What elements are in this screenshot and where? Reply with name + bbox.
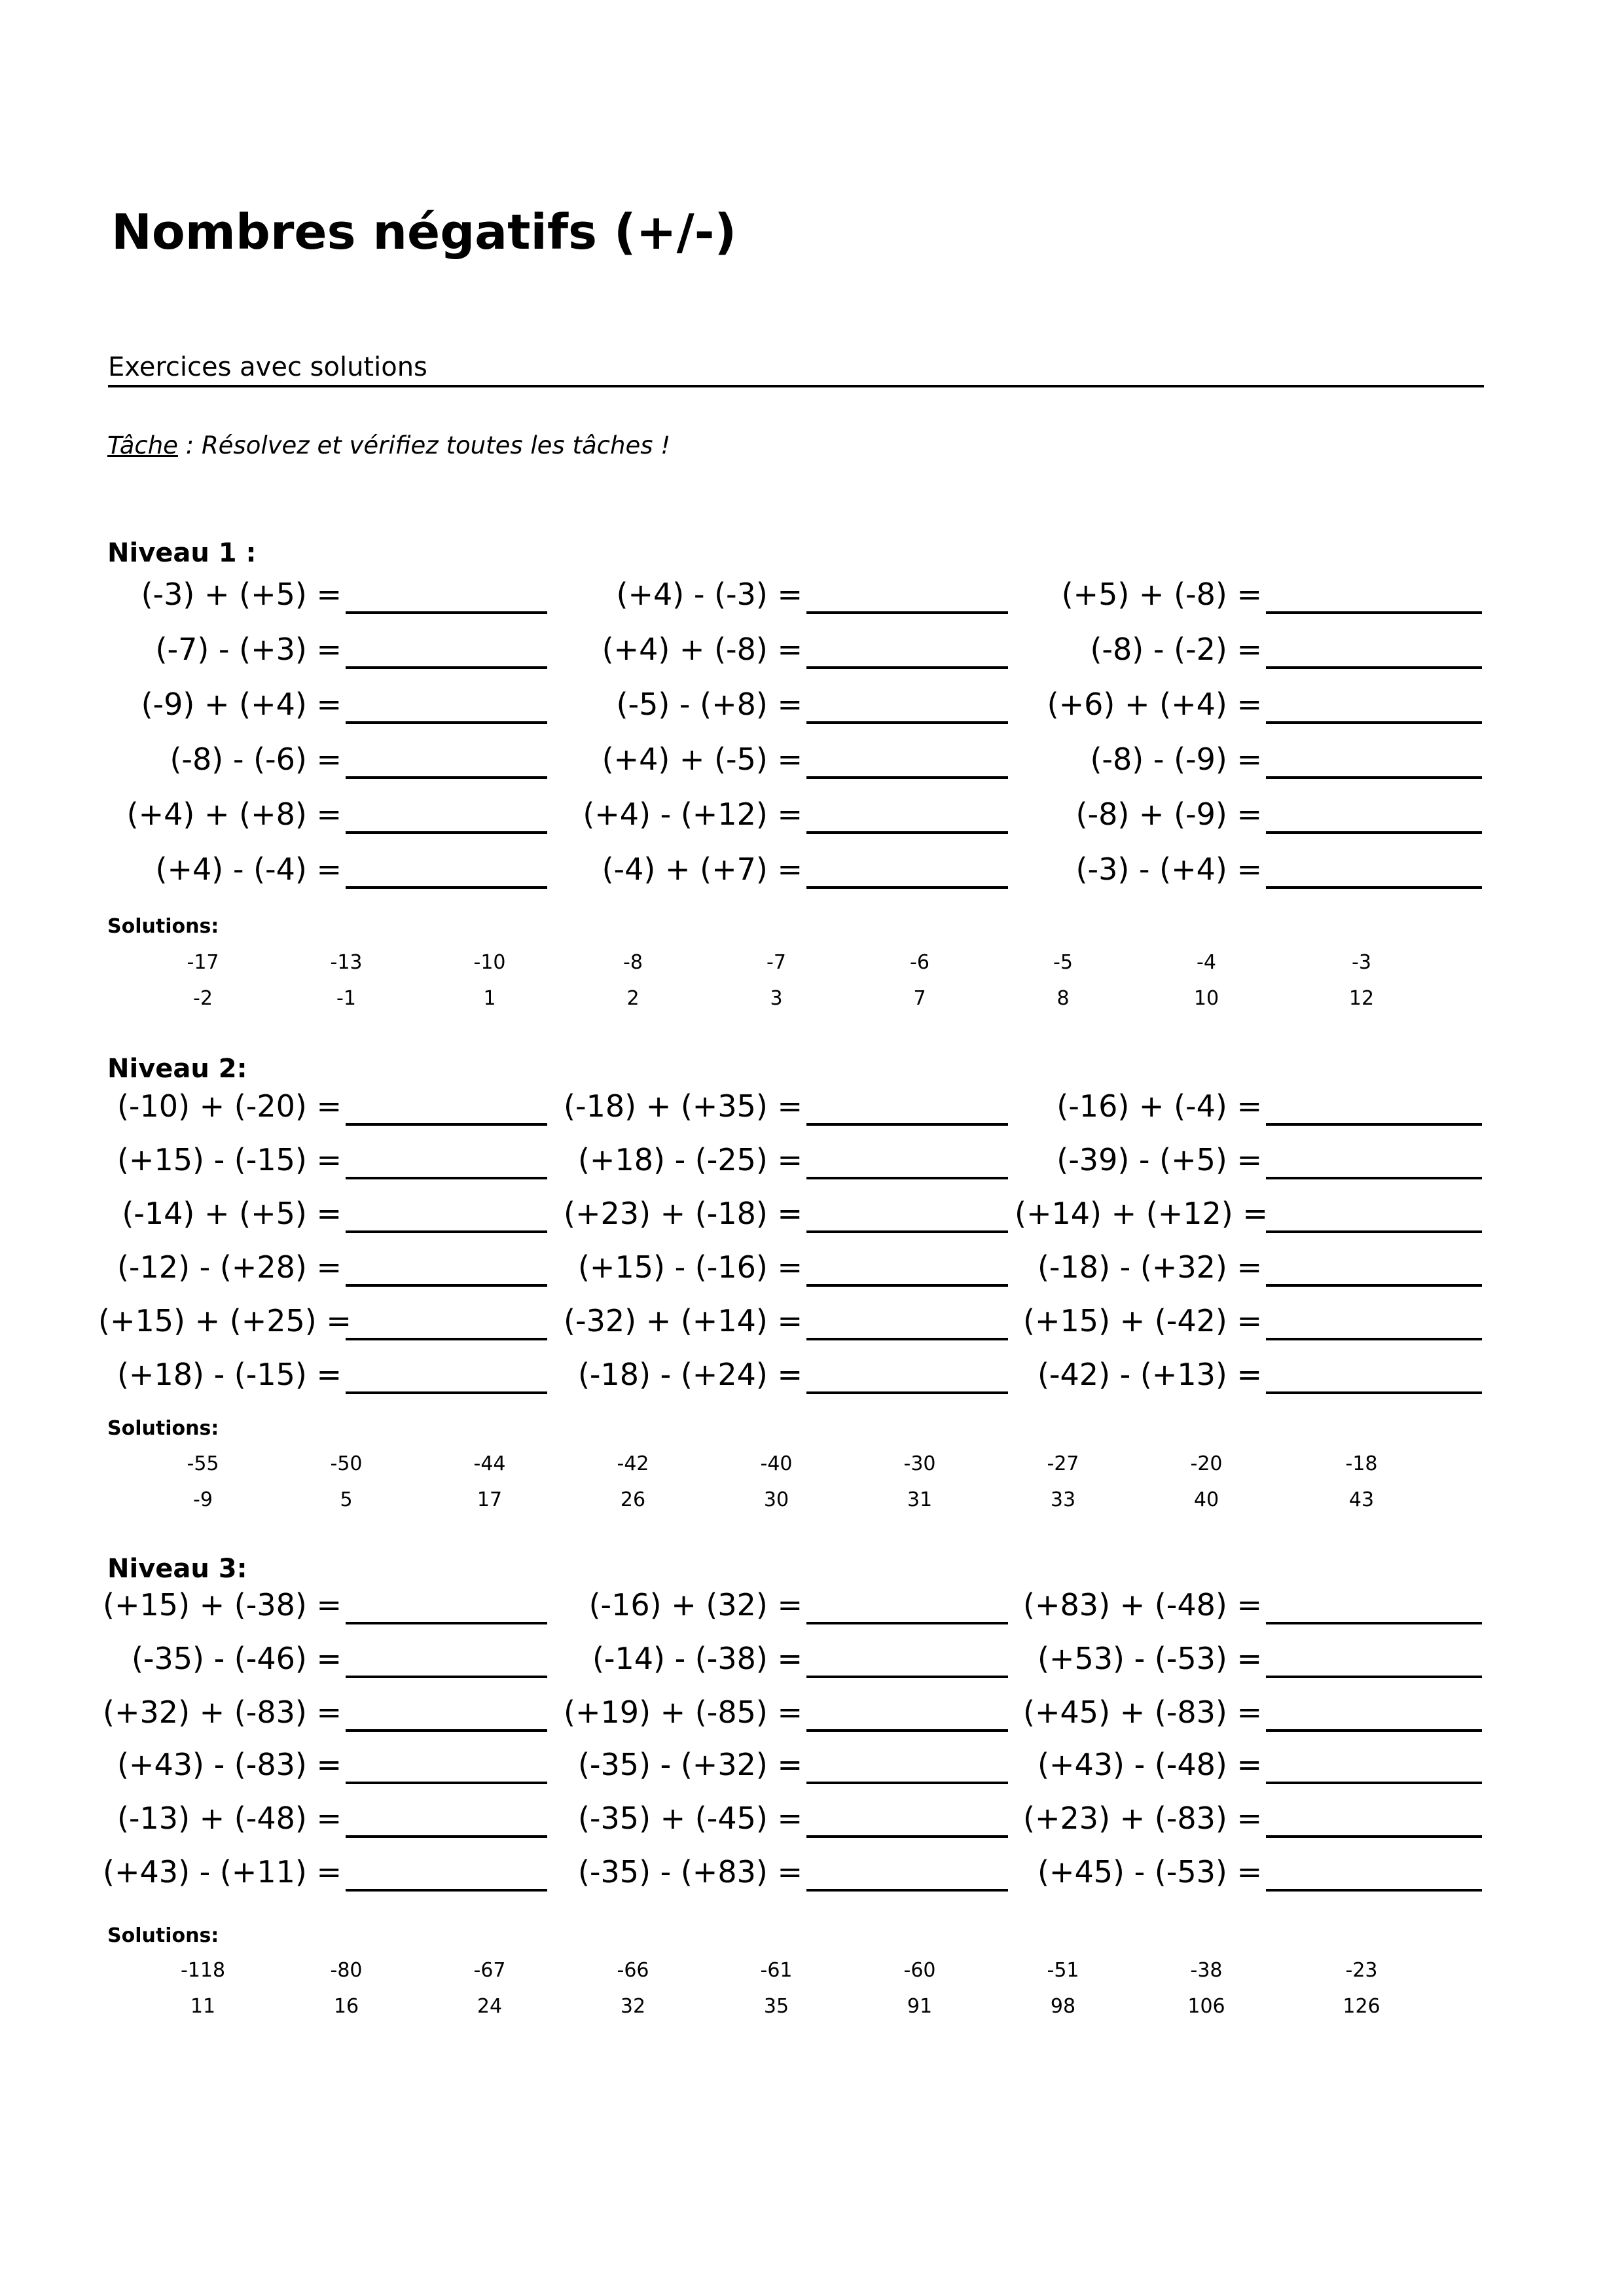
solution-value: 24 [477,1995,503,2018]
answer-blank [1266,1835,1482,1838]
answer-blank [346,886,547,889]
exercise-row [0,1086,1624,1132]
answer-blank [1266,1676,1482,1678]
solutions-row [0,1995,1624,2021]
answer-blank [806,1123,1008,1126]
solution-value: 33 [1050,1488,1076,1511]
answer-blank [1266,1782,1482,1784]
exercise-expression: (+18) - (-25) = [577,1142,803,1177]
exercise-expression: (+4) + (-5) = [602,742,803,777]
exercise-expression: (-18) - (+24) = [577,1357,803,1392]
solution-value: -50 [330,1452,363,1475]
answer-blank [1266,666,1482,669]
solution-value: 3 [770,987,783,1010]
exercise-expression: (-3) + (+5) = [141,577,342,612]
exercise-expression: (-9) + (+4) = [141,687,342,722]
solution-value: 11 [190,1995,216,2018]
answer-blank [1266,1177,1482,1179]
exercise-row [0,630,1624,675]
exercise-expression: (-35) + (-45) = [577,1801,803,1836]
exercise-expression: (-8) + (-9) = [1075,797,1262,832]
solution-value: 8 [1056,987,1070,1010]
answer-blank [1266,1622,1482,1624]
solution-value: -6 [910,951,929,974]
solution-value: 5 [340,1488,353,1511]
exercise-expression: (-35) - (+83) = [577,1854,803,1890]
solution-value: 26 [620,1488,646,1511]
exercise-expression: (+4) - (+12) = [583,797,803,832]
solutions-row [0,1959,1624,1985]
solutions-label: Solutions: [107,1924,219,1947]
solution-value: 32 [620,1995,646,2018]
solution-value: 10 [1193,987,1219,1010]
solution-value: -66 [617,1959,649,1982]
solution-value: 91 [907,1995,933,2018]
answer-blank [346,1177,547,1179]
exercise-expression: (+23) + (-83) = [1023,1801,1262,1836]
exercise-expression: (+23) + (-18) = [564,1196,803,1231]
exercise-expression: (+15) + (-42) = [1023,1303,1262,1338]
solution-value: 126 [1343,1995,1380,2018]
solution-value: -55 [187,1452,219,1475]
answer-blank [1266,1729,1482,1732]
solution-value: -13 [330,951,363,974]
exercise-expression: (+45) - (-53) = [1037,1854,1262,1890]
level-1-heading: Niveau 1 : [107,538,257,568]
exercise-expression: (-8) - (-6) = [170,742,342,777]
answer-blank [346,611,547,614]
exercise-row [0,740,1624,785]
solution-value: 98 [1050,1995,1076,2018]
solution-value: -20 [1190,1452,1223,1475]
task-text: : Résolvez et vérifiez toutes les tâches ! [177,431,671,459]
answer-blank [346,1622,547,1624]
solution-value: -8 [623,951,643,974]
exercise-expression: (+15) + (-38) = [103,1587,342,1623]
solution-value: 12 [1348,987,1375,1010]
exercise-expression: (-4) + (+7) = [602,852,803,887]
exercise-expression: (-8) - (-2) = [1090,632,1262,667]
exercise-expression: (+83) + (-48) = [1023,1587,1262,1623]
exercise-row [0,1194,1624,1240]
answer-blank [346,1391,547,1394]
exercise-expression: (+32) + (-83) = [103,1695,342,1730]
solution-value: -3 [1352,951,1371,974]
solution-value: -30 [903,1452,936,1475]
answer-blank [346,666,547,669]
solution-value: -44 [473,1452,506,1475]
exercise-expression: (+43) - (-48) = [1037,1747,1262,1782]
answer-blank [346,1835,547,1838]
exercise-row [0,1140,1624,1186]
answer-blank [1266,1338,1482,1340]
exercise-expression: (-18) + (+35) = [564,1088,803,1124]
page-title: Nombres négatifs (+/-) [111,204,737,260]
solution-value: 30 [763,1488,789,1511]
answer-blank [346,1782,547,1784]
answer-blank [346,1123,547,1126]
task-label: Tâche [107,431,178,459]
exercise-expression: (+5) + (-8) = [1061,577,1262,612]
answer-blank [806,1338,1008,1340]
exercise-expression: (+15) - (-16) = [577,1249,803,1285]
exercise-row [0,1852,1624,1898]
answer-blank [1266,1123,1482,1126]
answer-blank [1266,1284,1482,1287]
exercise-expression: (+18) - (-15) = [117,1357,342,1392]
exercise-row [0,850,1624,895]
exercise-expression: (-14) - (-38) = [592,1641,803,1676]
solution-value: -9 [193,1488,213,1511]
answer-blank [346,721,547,724]
solutions-row [0,987,1624,1013]
exercise-expression: (-14) + (+5) = [122,1196,342,1231]
exercise-expression: (+14) + (+12) = [1015,1196,1268,1231]
page-subtitle [108,352,1484,387]
answer-blank [1266,721,1482,724]
exercise-row [0,1745,1624,1791]
exercise-expression: (+4) - (-3) = [616,577,803,612]
exercise-expression: (+15) - (-15) = [117,1142,342,1177]
answer-blank [806,1391,1008,1394]
exercise-row [0,795,1624,840]
exercise-row [0,1247,1624,1293]
answer-blank [806,886,1008,889]
exercise-expression: (+19) + (-85) = [564,1695,803,1730]
solution-value: -23 [1345,1959,1378,1982]
exercise-expression: (+45) + (-83) = [1023,1695,1262,1730]
exercise-expression: (+6) + (+4) = [1047,687,1262,722]
answer-blank [806,1284,1008,1287]
answer-blank [346,1889,547,1892]
solution-value: -2 [193,987,213,1010]
exercise-expression: (-35) - (-46) = [131,1641,342,1676]
answer-blank [806,611,1008,614]
answer-blank [806,1676,1008,1678]
solution-value: 31 [907,1488,933,1511]
exercise-expression: (-5) - (+8) = [616,687,803,722]
solutions-row [0,951,1624,977]
answer-blank [346,1284,547,1287]
solution-value: -38 [1190,1959,1223,1982]
solution-value: 43 [1348,1488,1375,1511]
solution-value: -7 [767,951,786,974]
solution-value: -60 [903,1959,936,1982]
solution-value: -61 [760,1959,793,1982]
solution-value: 40 [1193,1488,1219,1511]
exercise-expression: (-3) - (+4) = [1075,852,1262,887]
answer-blank [346,1338,547,1340]
answer-blank [806,1835,1008,1838]
level-3-heading: Niveau 3: [107,1554,247,1584]
exercise-expression: (-10) + (-20) = [117,1088,342,1124]
exercise-expression: (-42) - (+13) = [1037,1357,1262,1392]
solution-value: -51 [1047,1959,1079,1982]
answer-blank [346,776,547,779]
solution-value: -10 [473,951,506,974]
solutions-label: Solutions: [107,915,219,938]
solution-value: 2 [626,987,640,1010]
answer-blank [806,1230,1008,1233]
exercise-expression: (-8) - (-9) = [1090,742,1262,777]
solution-value: -17 [187,951,219,974]
exercise-row [0,1585,1624,1631]
answer-blank [1266,886,1482,889]
solution-value: -1 [336,987,356,1010]
answer-blank [346,1729,547,1732]
exercise-expression: (-18) - (+32) = [1037,1249,1262,1285]
exercise-expression: (-35) - (+32) = [577,1747,803,1782]
exercise-expression: (+4) + (+8) = [126,797,342,832]
solution-value: -42 [617,1452,649,1475]
exercise-expression: (+53) - (-53) = [1037,1641,1262,1676]
exercise-expression: (-13) + (-48) = [117,1801,342,1836]
solutions-row [0,1488,1624,1515]
exercise-row [0,1639,1624,1685]
answer-blank [346,1676,547,1678]
solutions-row [0,1452,1624,1479]
answer-blank [806,1622,1008,1624]
answer-blank [1266,1391,1482,1394]
exercise-expression: (-12) - (+28) = [117,1249,342,1285]
exercise-expression: (-32) + (+14) = [564,1303,803,1338]
answer-blank [806,776,1008,779]
answer-blank [806,721,1008,724]
answer-blank [1266,1889,1482,1892]
exercise-expression: (+4) - (-4) = [155,852,342,887]
answer-blank [1266,831,1482,834]
exercise-expression: (-16) + (32) = [588,1587,803,1623]
answer-blank [1266,1230,1482,1233]
solution-value: -80 [330,1959,363,1982]
solution-value: 35 [763,1995,789,2018]
solution-value: -5 [1053,951,1073,974]
exercise-row [0,1799,1624,1844]
solution-value: 1 [483,987,496,1010]
solution-value: 106 [1187,1995,1225,2018]
answer-blank [806,1729,1008,1732]
exercise-row [0,685,1624,730]
solution-value: -4 [1197,951,1216,974]
solution-value: -40 [760,1452,793,1475]
answer-blank [806,831,1008,834]
solutions-label: Solutions: [107,1417,219,1440]
answer-blank [1266,776,1482,779]
solution-value: 16 [333,1995,359,2018]
exercise-row [0,1301,1624,1347]
level-2-heading: Niveau 2: [107,1054,247,1084]
exercise-expression: (-7) - (+3) = [155,632,342,667]
exercise-row [0,1693,1624,1738]
solution-value: 7 [913,987,926,1010]
exercise-expression: (-16) + (-4) = [1056,1088,1262,1124]
exercise-expression: (+43) - (-83) = [117,1747,342,1782]
exercise-expression: (+15) + (+25) = [98,1303,352,1338]
solution-value: -27 [1047,1452,1079,1475]
exercise-expression: (-39) - (+5) = [1056,1142,1262,1177]
answer-blank [1266,611,1482,614]
answer-blank [806,666,1008,669]
answer-blank [806,1177,1008,1179]
solution-value: -118 [180,1959,226,1982]
task-instruction [107,431,670,459]
answer-blank [806,1782,1008,1784]
solution-value: -67 [473,1959,506,1982]
solution-value: 17 [477,1488,503,1511]
exercise-row [0,1355,1624,1401]
exercise-expression: (+4) + (-8) = [602,632,803,667]
exercise-expression: (+43) - (+11) = [103,1854,342,1890]
solution-value: -18 [1345,1452,1378,1475]
subtitle-text: Exercices avec solutions [108,352,427,382]
answer-blank [806,1889,1008,1892]
answer-blank [346,1230,547,1233]
exercise-row [0,575,1624,620]
answer-blank [346,831,547,834]
